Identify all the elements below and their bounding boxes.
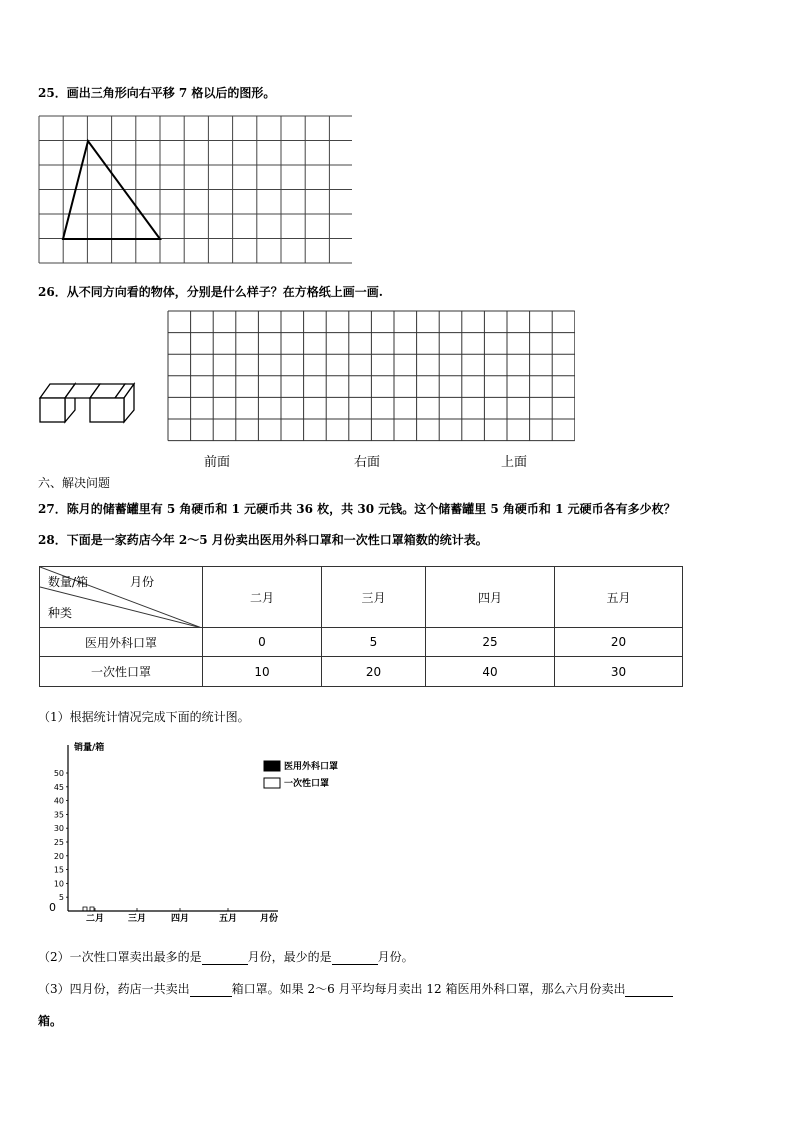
table-cell: 5	[322, 628, 426, 657]
row-name: 医用外科口罩	[40, 628, 203, 657]
x-axis-label: 月份	[260, 914, 279, 924]
y-axis-label: 销量/箱	[74, 743, 105, 753]
x-category-label: 二月	[85, 914, 105, 924]
x-category-label: 四月	[170, 914, 190, 924]
sub2-middle: 月份，最少的是	[247, 950, 332, 964]
q26-grid[interactable]	[167, 310, 575, 442]
q28-text: 28．下面是一家药店今年 2～5 月份卖出医用外科口罩和一次性口罩箱数的统计表。	[38, 533, 488, 547]
diagonal-header-cell	[40, 567, 203, 628]
legend-swatch-surgical	[264, 761, 280, 771]
y-tick-label: 10	[53, 879, 64, 889]
q25-grid[interactable]	[38, 115, 352, 265]
table-cell: 40	[426, 657, 555, 687]
q28-sub3-end: 箱。	[38, 1014, 63, 1028]
x-category-label: 三月	[127, 914, 147, 924]
x-category-label: 五月	[218, 914, 238, 924]
table-cell: 10	[203, 657, 322, 687]
y-tick-label: 15	[53, 865, 64, 875]
y-tick-label: 25	[53, 838, 64, 847]
legend-surgical: 医用外科口罩	[284, 762, 338, 772]
sub2-prefix: （2）一次性口罩卖出最多的是	[38, 950, 202, 964]
sub3-prefix: （3）四月份，药店一共卖出	[38, 982, 190, 996]
q28-sub3	[38, 980, 673, 997]
header-kind: 种类	[48, 606, 73, 620]
answer-blank[interactable]	[202, 952, 248, 965]
table-row	[40, 628, 683, 657]
q28-sub2	[38, 948, 414, 965]
y-tick-label: 50	[53, 769, 64, 778]
table-cell: 20	[322, 657, 426, 687]
table-cell: 20	[555, 628, 683, 657]
y-tick-label: 20	[53, 851, 64, 861]
answer-blank[interactable]	[332, 952, 378, 965]
bar-chart[interactable]	[38, 735, 338, 930]
section-title: 六、解决问题	[38, 476, 111, 490]
header-quantity: 数量/箱	[48, 575, 89, 589]
sub3-middle: 箱口罩。如果 2～6 月平均每月卖出 12 箱医用外科口罩，那么六月份卖出	[231, 982, 626, 996]
q26-text: 26．从不同方向看的物体，分别是什么样子？在方格纸上画一画.	[38, 285, 383, 299]
header-month: 月份	[130, 575, 155, 589]
label-right: 右面	[354, 455, 381, 470]
month-header: 五月	[555, 567, 683, 628]
q28-sub1: （1）根据统计情况完成下面的统计图。	[38, 710, 250, 724]
sub2-suffix: 月份。	[377, 950, 414, 964]
y-tick-label: 0	[49, 901, 56, 914]
table-cell: 30	[555, 657, 683, 687]
legend-swatch-disposable	[264, 778, 280, 788]
y-tick-label: 5	[58, 893, 64, 903]
table-row	[40, 657, 683, 687]
y-tick-label: 30	[53, 824, 64, 834]
month-header: 二月	[203, 567, 322, 628]
month-header: 四月	[426, 567, 555, 628]
answer-blank[interactable]	[190, 984, 232, 997]
cube-figure	[38, 378, 138, 426]
month-header: 三月	[322, 567, 426, 628]
y-tick-label: 40	[53, 796, 64, 806]
y-tick-label: 45	[53, 782, 64, 792]
y-tick-label: 35	[53, 810, 64, 820]
q27-text: 27．陈月的储蓄罐里有 5 角硬币和 1 元硬币共 36 枚，共 30 元钱。这个储蓄罐里 5 角硬币和 1 元硬币各有多少枚？	[38, 502, 676, 516]
label-front: 前面	[204, 455, 231, 470]
legend-disposable: 一次性口罩	[284, 779, 330, 789]
table-cell: 0	[203, 628, 322, 657]
q25-text: 25．画出三角形向右平移 7 格以后的图形。	[38, 86, 276, 100]
row-name: 一次性口罩	[40, 657, 203, 687]
table-cell: 25	[426, 628, 555, 657]
label-top: 上面	[501, 455, 528, 470]
stats-table	[39, 566, 683, 687]
answer-blank[interactable]	[625, 984, 673, 997]
